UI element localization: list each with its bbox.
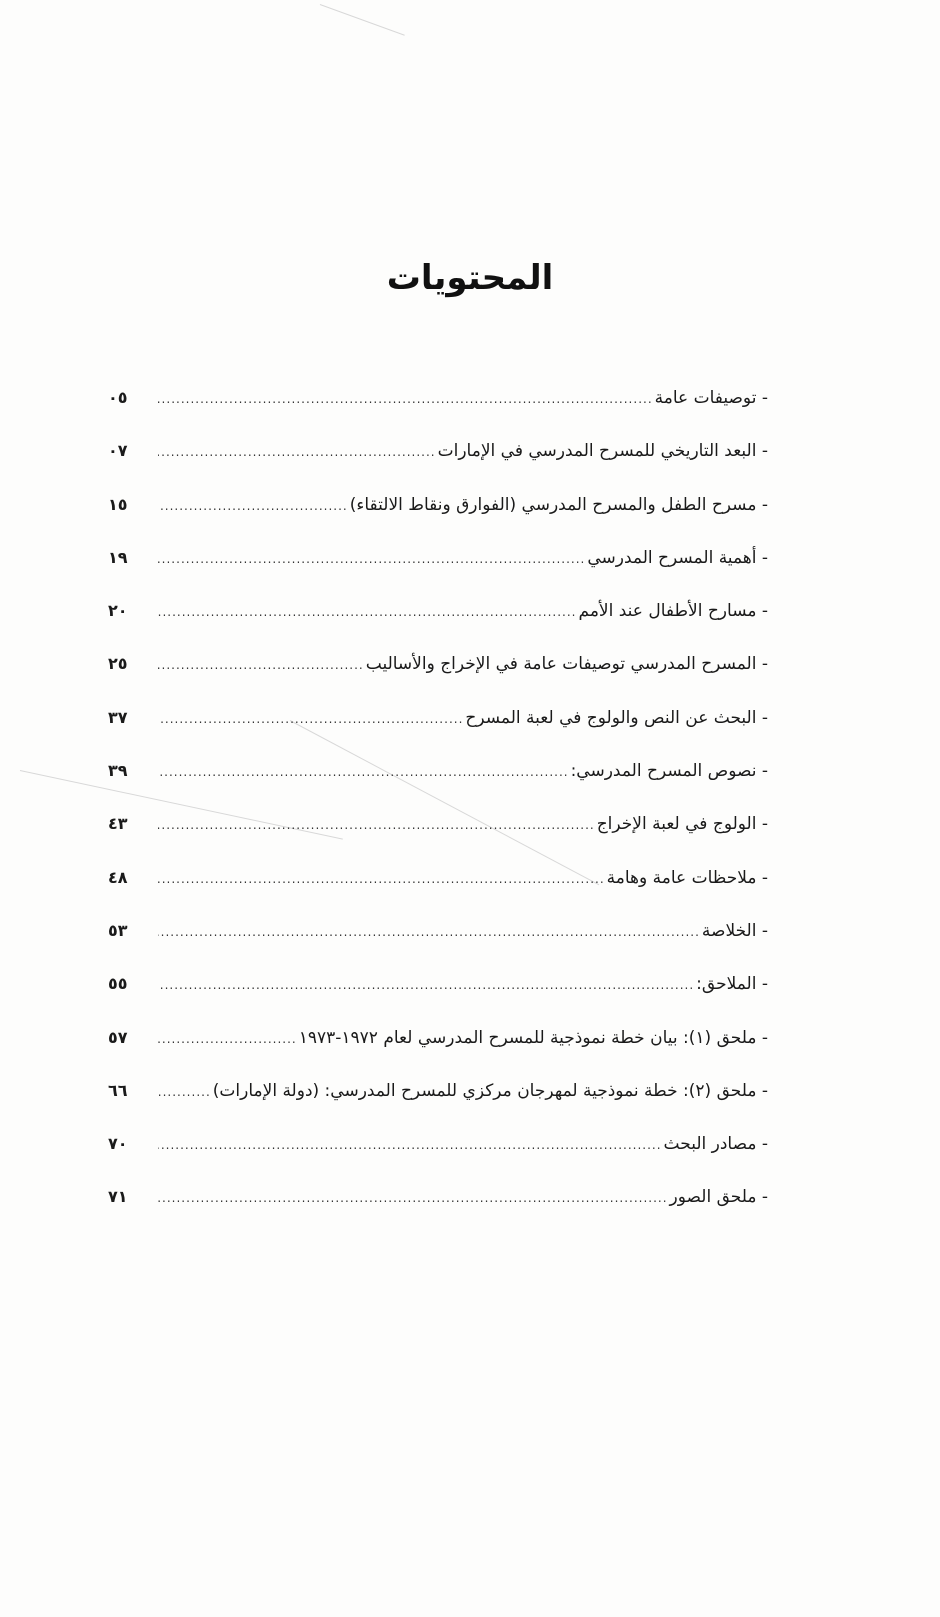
toc-entry-title: - ملاحظات عامة وهامة — [606, 867, 768, 888]
toc-entry-title: - أهمية المسرح المدرسي — [587, 547, 768, 568]
toc-entry-title: - الخلاصة — [701, 920, 768, 941]
dot-leader — [158, 916, 700, 948]
toc-entry-title: - البعد التاريخي للمسرح المدرسي في الإمارات — [437, 441, 768, 462]
toc-entry-page: ٠٥ — [108, 388, 128, 407]
toc-entry-page: ٠٧ — [108, 441, 128, 461]
toc-entry[interactable] — [108, 382, 768, 435]
toc-entry-page: ٢٠ — [108, 601, 128, 621]
toc-entry-title: - الملاحق: — [696, 974, 768, 995]
dot-leader — [158, 596, 577, 628]
toc-entry[interactable] — [108, 702, 768, 755]
dot-leader — [158, 756, 569, 788]
toc-entry-title: - المسرح المدرسي توصيفات عامة في الإخراج والأساليب — [365, 654, 768, 675]
toc-entry-title: - البحث عن النص والولوج في لعبة المسرح — [465, 707, 768, 728]
toc-entry-title: - مسرح الطفل والمسرح المدرسي (الفوارق ونقاط الالتقاء) — [349, 494, 768, 515]
toc-entry[interactable] — [108, 1022, 768, 1075]
toc-entry-title: - ملحق (٢): خطة نموذجية لمهرجان مركزي للمسرح المدرسي: (دولة الإمارات) — [212, 1080, 768, 1101]
toc-entry-title: - الولوج في لعبة الإخراج — [596, 814, 768, 835]
paper-scratch — [320, 4, 405, 36]
toc-entry-page: ٧١ — [108, 1187, 128, 1207]
dot-leader — [158, 863, 605, 895]
toc-entry-page: ٤٣ — [108, 814, 128, 834]
toc-entry-page: ٥٣ — [108, 920, 128, 940]
dot-leader — [158, 1182, 668, 1214]
dot-leader — [158, 1023, 297, 1055]
toc-entry-page: ٥٧ — [108, 1027, 128, 1047]
toc-entry-title: - مسارح الأطفال عند الأمم — [578, 601, 768, 622]
toc-entry-title: - ملحق (١): بيان خطة نموذجية للمسرح المدرسي لعام ١٩٧٢-١٩٧٣ — [298, 1027, 768, 1048]
toc-entry-page: ١٩ — [108, 547, 128, 567]
toc-entry[interactable] — [108, 1075, 768, 1128]
toc-entry[interactable] — [108, 808, 768, 861]
dot-leader — [158, 543, 585, 575]
toc-entry-title: - نصوص المسرح المدرسي: — [570, 761, 768, 782]
toc-entry-title: - مصادر البحث — [663, 1134, 768, 1155]
toc-entry[interactable] — [108, 595, 768, 648]
toc-entry[interactable] — [108, 755, 768, 808]
page-title: المحتويات — [386, 258, 554, 298]
toc-entry-page: ٦٦ — [108, 1080, 128, 1100]
dot-leader — [158, 809, 595, 841]
toc-entry-title: - توصيفات عامة — [654, 388, 768, 408]
toc-entry-page: ٣٩ — [108, 761, 128, 781]
toc-entry-page: ٤٨ — [108, 867, 128, 887]
toc-entry-page: ١٥ — [108, 494, 128, 514]
toc-entry[interactable] — [108, 862, 768, 915]
dot-leader — [158, 1129, 662, 1161]
dot-leader — [158, 383, 653, 415]
toc-entry[interactable] — [108, 542, 768, 595]
dot-leader — [158, 703, 463, 735]
toc-entry-page: ٧٠ — [108, 1134, 128, 1154]
dot-leader — [158, 490, 348, 522]
toc-entry[interactable] — [108, 968, 768, 1021]
toc-entry[interactable] — [108, 1181, 768, 1234]
toc-entry-page: ٣٧ — [108, 707, 128, 727]
toc-entry[interactable] — [108, 915, 768, 968]
dot-leader — [158, 649, 364, 681]
dot-leader — [158, 436, 436, 468]
toc-entry[interactable] — [108, 648, 768, 701]
toc-entry[interactable] — [108, 435, 768, 488]
toc-entry[interactable] — [108, 489, 768, 542]
dot-leader — [158, 1076, 211, 1108]
dot-leader — [158, 969, 694, 1001]
toc-entry-page: ٢٥ — [108, 654, 128, 674]
toc-entry-page: ٥٥ — [108, 974, 128, 994]
toc-entry-title: - ملحق الصور — [669, 1187, 768, 1208]
toc-entry[interactable] — [108, 1128, 768, 1181]
table-of-contents — [108, 382, 768, 1235]
